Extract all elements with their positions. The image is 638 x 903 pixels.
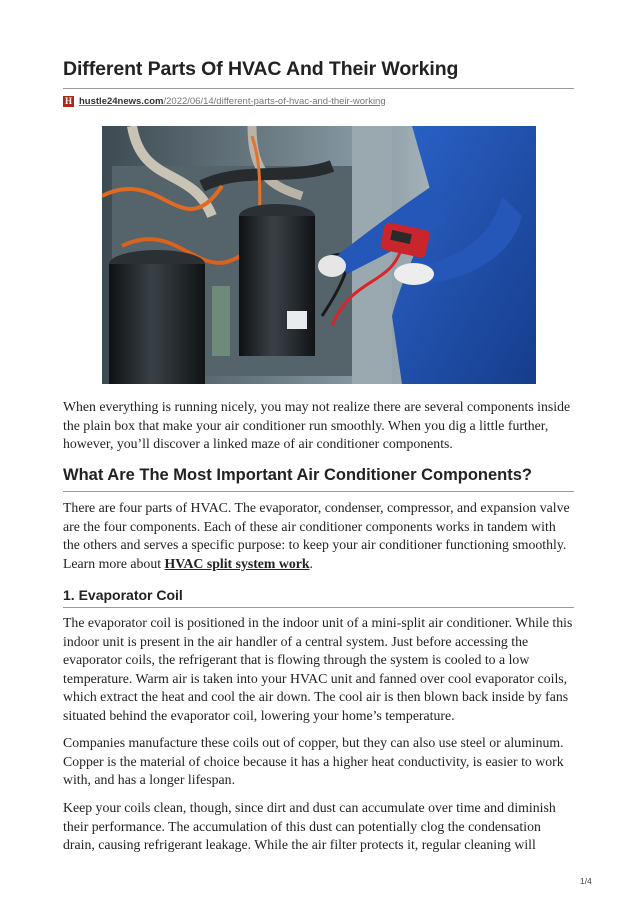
intro-paragraph: When everything is running nicely, you may not realize there are several components inside the plain box that make your air conditioner run smoothly. When you dig a little further, however, you’ll discover a linked maze of air conditioner components. xyxy=(63,399,571,451)
section-paragraph xyxy=(63,499,575,573)
hvac-split-system-link[interactable]: HVAC split system work xyxy=(164,555,310,571)
source-path: /2022/06/14/different-parts-of-hvac-and-their-working xyxy=(163,95,386,107)
section-divider xyxy=(63,491,574,492)
source-line xyxy=(63,94,386,108)
page-number: 1/4 xyxy=(580,876,592,886)
evaporator-paragraph-2: Companies manufacture these coils out of copper, but they can also use steel or aluminum. Copper is the material of choice because it has a higher heat conductivity, is easier to work with, and has a longer lifespan. xyxy=(63,735,564,787)
hvac-technician-illustration xyxy=(102,126,536,384)
article-title: Different Parts Of HVAC And Their Working xyxy=(63,58,459,80)
source-url-link[interactable] xyxy=(79,96,386,107)
evaporator-paragraph-3: Keep your coils clean, though, since dirt and dust can accumulate over time and diminish their performance. The accumulation of this dust can potentially clog the condensation drain, causing refrigerant leakage. While the air filter protects it, regular cleaning will xyxy=(63,800,556,852)
site-favicon-icon: H xyxy=(64,96,72,106)
title-divider xyxy=(63,88,574,89)
subheading-divider xyxy=(63,607,574,608)
evaporator-paragraph-1: The evaporator coil is positioned in the indoor unit of a mini-split air conditioner. While this indoor unit is present in the air handler of a central system. Just before accessing the evaporator coils, the refrigerant that is flowing through the system is cooled to a low temperature. Warm air is taken into your HVAC unit and fanned over cool evaporator coils, which extract the heat and cool the air down. The cool air is then blown back inside by fans situated behind the evaporator coil, lowering your home’s temperature. xyxy=(63,615,573,723)
source-domain: hustle24news.com xyxy=(79,95,164,107)
subheading-evaporator-coil: 1. Evaporator Coil xyxy=(63,587,183,603)
section-heading: What Are The Most Important Air Conditioner Components? xyxy=(63,466,533,484)
hero-image xyxy=(102,126,536,384)
section-text: There are four parts of HVAC. The evaporator, condenser, compressor, and expansion valve are the four components. Each of these air conditioner components works in tandem with the others and serves a specific purpose: to keep your air conditioner functioning smoothly. Learn more about xyxy=(63,500,570,571)
section-text-end: . xyxy=(309,555,313,571)
